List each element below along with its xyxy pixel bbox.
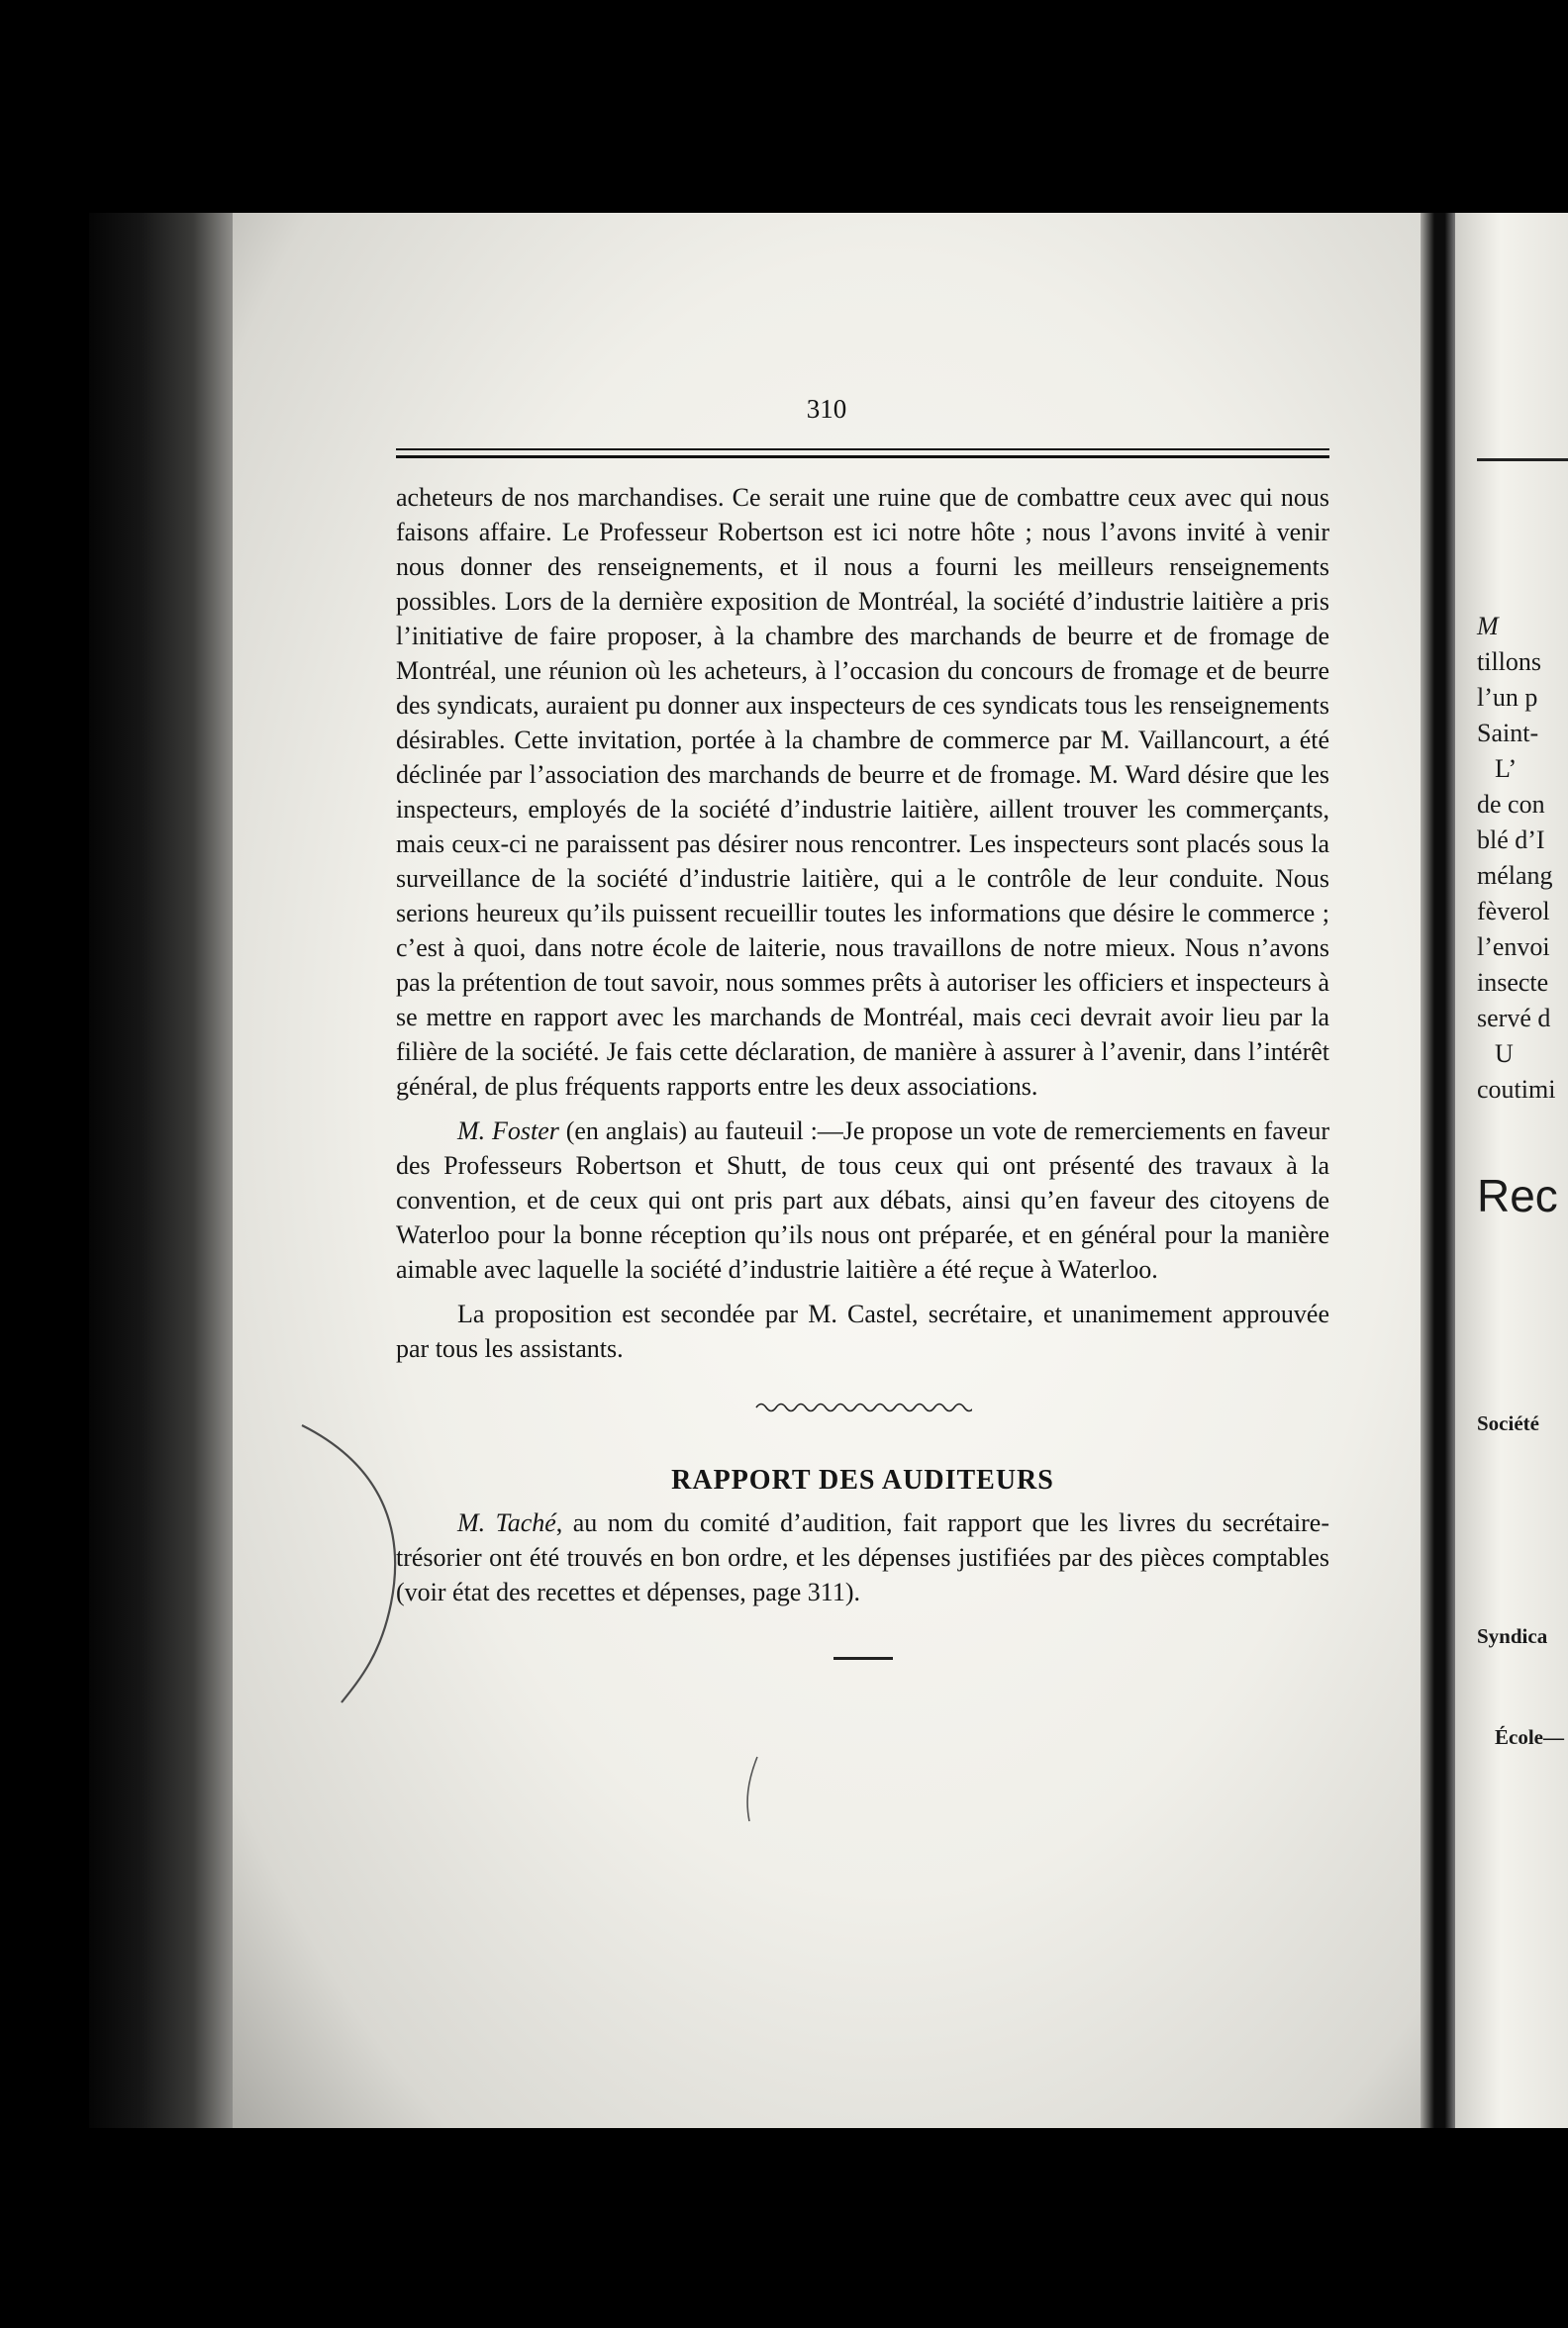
facing-text-fragment: M: [1477, 612, 1499, 640]
header-rule-double: [396, 455, 1329, 458]
facing-header-rule: [1477, 458, 1568, 461]
paragraph-proposition: La proposition est secondée par M. Castel, secrétaire, et unanimement approuvée par tous les assistants.: [396, 1300, 1329, 1363]
binding-shadow: [89, 213, 238, 2128]
facing-label-fragment: Société: [1477, 1411, 1539, 1435]
page-number: 310: [806, 394, 847, 424]
facing-text-fragment: tillons: [1477, 647, 1542, 676]
speaker-name: M. Taché: [457, 1508, 556, 1537]
facing-text-fragment: mélang: [1477, 861, 1553, 890]
facing-text-fragment: coutimi: [1477, 1075, 1556, 1104]
facing-text-fragment: blé d’I: [1477, 825, 1545, 854]
facing-text-fragment: servé d: [1477, 1004, 1551, 1032]
facing-text-fragment: fèverol: [1477, 897, 1550, 925]
facing-text-fragment: insecte: [1477, 968, 1549, 997]
facing-page-edge: [1455, 213, 1568, 2128]
facing-text-fragment: l’envoi: [1477, 932, 1550, 961]
facing-text-fragment: Saint-: [1477, 719, 1539, 747]
facing-text-fragment: de con: [1477, 790, 1545, 819]
facing-text-fragment: U: [1495, 1039, 1514, 1068]
facing-text-fragment: L’: [1495, 754, 1518, 783]
facing-heading-fragment: Rec: [1477, 1170, 1558, 1221]
closing-rule: [833, 1657, 893, 1660]
speaker-name: M. Foster: [457, 1116, 559, 1145]
wavy-ornament: [754, 1400, 972, 1415]
page-gutter: [1421, 213, 1455, 2128]
paragraph-foster: [396, 1114, 1329, 1287]
section-title: RAPPORT DES AUDITEURS: [671, 1465, 1054, 1496]
facing-label-fragment: Syndica: [1477, 1624, 1548, 1648]
facing-label-fragment: École—: [1495, 1725, 1564, 1749]
paragraph-text: , au nom du comité d’audition, fait rapport que les livres du secrétaire-trésorier ont été trouvés en bon ordre, et les dépenses justifiées par des pièces comptables (voir état des recettes et dépenses, page 311).: [396, 1508, 1330, 1606]
page-body: [396, 480, 1329, 1660]
header-rule: [396, 448, 1329, 450]
paragraph-tache: [396, 1505, 1329, 1609]
book-page: [233, 213, 1421, 2128]
paragraph-continuation: acheteurs de nos marchandises. Ce serait une ruine que de combattre ceux avec qui nous faisons affaire. Le Professeur Robertson est ici notre hôte ; nous l’avons invité à venir nous donner des renseignements, et il nous a fourni les meilleurs renseignements possibles. Lors de la dernière exposition de Montréal, la société d’industrie laitière a pris l’initiative de faire proposer, à la chambre des marchands de beurre et de fromage de Montréal, une réunion où les acheteurs, à l’occasion du concours de fromage et de beurre des syndicats, auraient pu donner aux inspecteurs de ces syndicats tous les renseignements désirables. Cette invitation, portée à la chambre de commerce par M. Vaillancourt, a été déclinée par l’association des marchands de beurre et de fromage. M. Ward désire que les inspecteurs, employés de la société d’industrie laitière, aillent trouver les commerçants, mais ceux-ci ne paraissent pas désirer nous rencontrer. Les inspecteurs sont placés sous la surveillance de la société d’industrie laitière, qui a le contrôle de leur conduite. Nous serions heureux qu’ils puissent recueillir toutes les informations que désire le commerce ; c’est à quoi, dans notre école de laiterie, nous travaillons de notre mieux. Nous n’avons pas la prétention de tout savoir, nous sommes prêts à autoriser les officiers et inspecteurs à se mettre en rapport avec les marchands de Montréal, mais ceci devrait avoir lieu par la filière de la société. Je fais cette déclaration, de manière à assurer à l’avenir, dans l’intérêt général, de plus fréquents rapports entre les deux associations.: [396, 483, 1329, 1101]
facing-text-fragment: l’un p: [1477, 683, 1538, 712]
paragraph-text: (en anglais) au fauteuil :—Je propose un vote de remerciements en faveur des Professeurs Robertson et Shutt, de tous ceux qui ont présenté des travaux à la convention, et de ceux qui ont pris part aux débats, ainsi qu’en faveur des citoyens de Waterloo pour la bonne réception qu’ils nous ont préparée, et en général pour la manière aimable avec laquelle la société d’industrie laitière a été reçue à Waterloo.: [396, 1116, 1329, 1284]
